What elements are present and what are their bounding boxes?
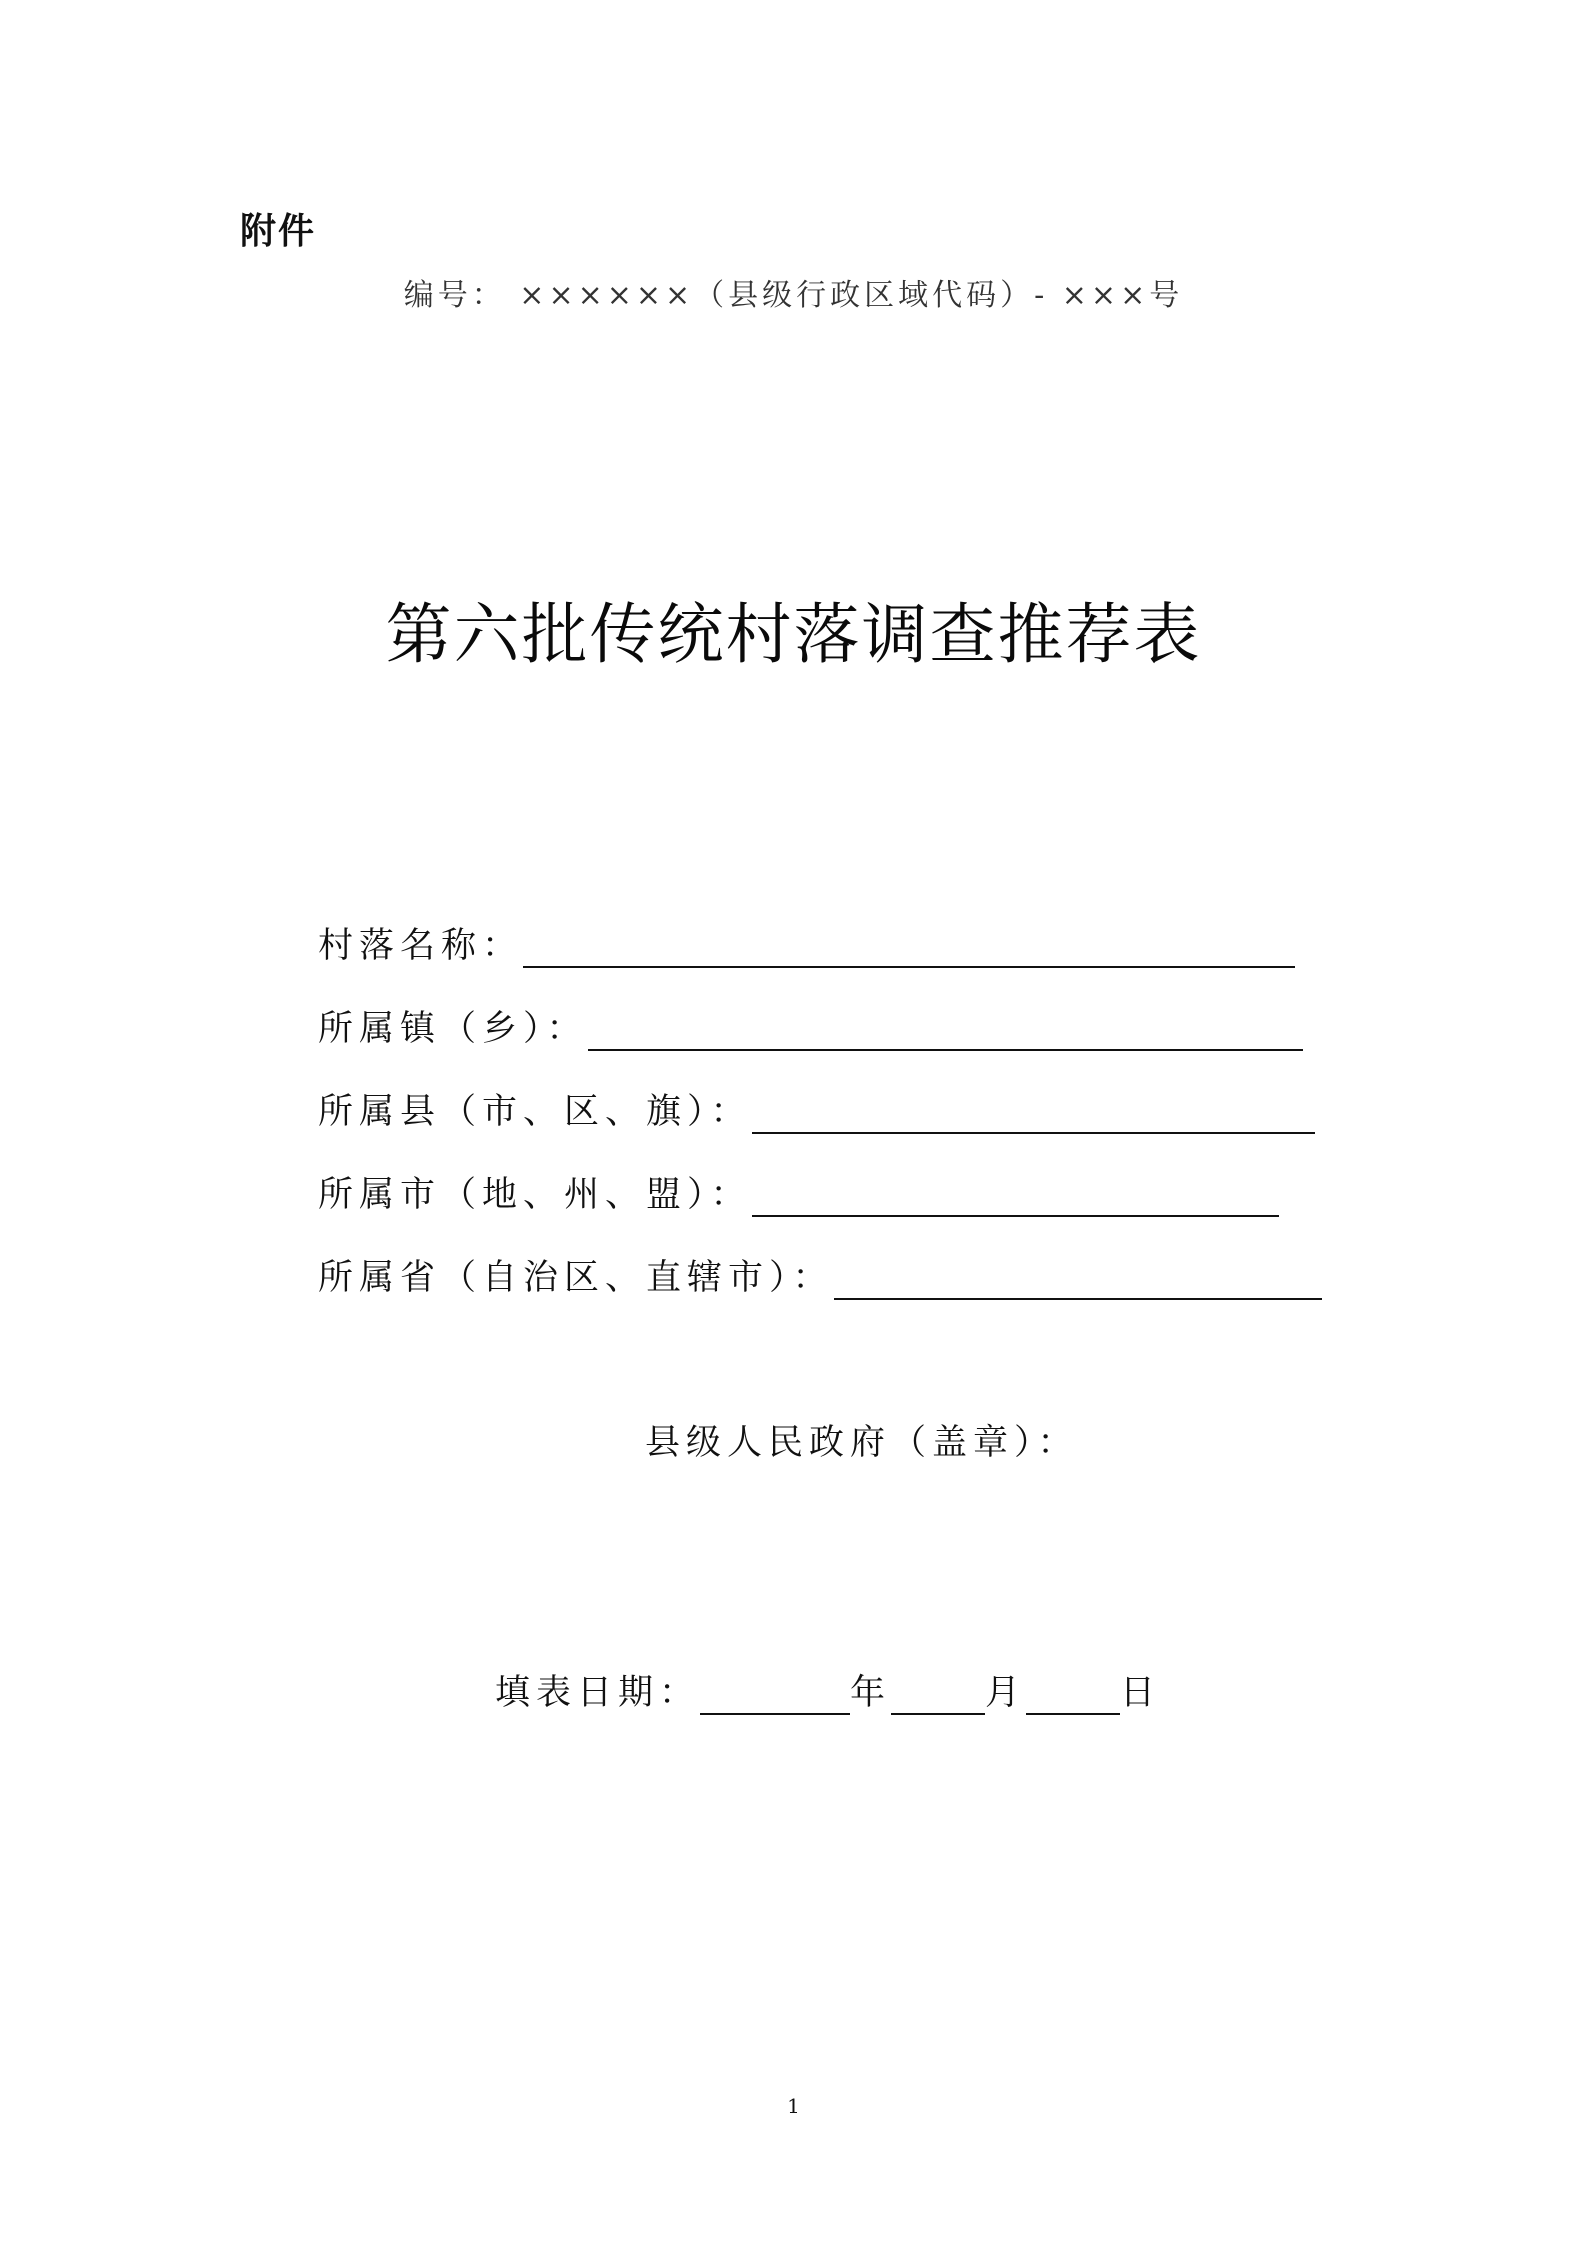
field-label: 村落名称： xyxy=(318,926,524,966)
county-government-seal-label: 县级人民政府（盖章）： xyxy=(645,1423,1079,1463)
document-title: 第六批传统村落调查推荐表 xyxy=(385,596,1202,673)
field-county xyxy=(318,1084,1315,1140)
month-suffix: 月 xyxy=(985,1673,1027,1713)
town-input-line[interactable] xyxy=(588,1005,1303,1051)
field-town xyxy=(318,1001,1303,1057)
year-suffix: 年 xyxy=(850,1673,892,1713)
page-number: 1 xyxy=(787,2094,800,2118)
fill-date-label: 填表日期： xyxy=(495,1673,701,1713)
village-name-input-line[interactable] xyxy=(523,922,1295,968)
attachment-label: 附件 xyxy=(240,211,317,252)
field-label: 所属镇（乡）： xyxy=(318,1009,588,1049)
fill-date-row xyxy=(495,1665,1161,1721)
county-input-line[interactable] xyxy=(752,1088,1315,1134)
field-village-name xyxy=(318,918,1295,974)
field-city xyxy=(318,1167,1279,1223)
city-input-line[interactable] xyxy=(752,1171,1279,1217)
province-input-line[interactable] xyxy=(834,1254,1322,1300)
year-input-line[interactable] xyxy=(700,1669,850,1715)
serial-number-line: 编号： ××××××（县级行政区域代码）- ×××号 xyxy=(403,278,1184,313)
day-suffix: 日 xyxy=(1120,1673,1162,1713)
field-label: 所属市（地、州、盟）： xyxy=(318,1175,752,1215)
field-label: 所属县（市、区、旗）： xyxy=(318,1092,752,1132)
field-label: 所属省（自治区、直辖市）： xyxy=(318,1258,834,1298)
day-input-line[interactable] xyxy=(1026,1669,1120,1715)
field-province xyxy=(318,1250,1322,1306)
month-input-line[interactable] xyxy=(891,1669,985,1715)
